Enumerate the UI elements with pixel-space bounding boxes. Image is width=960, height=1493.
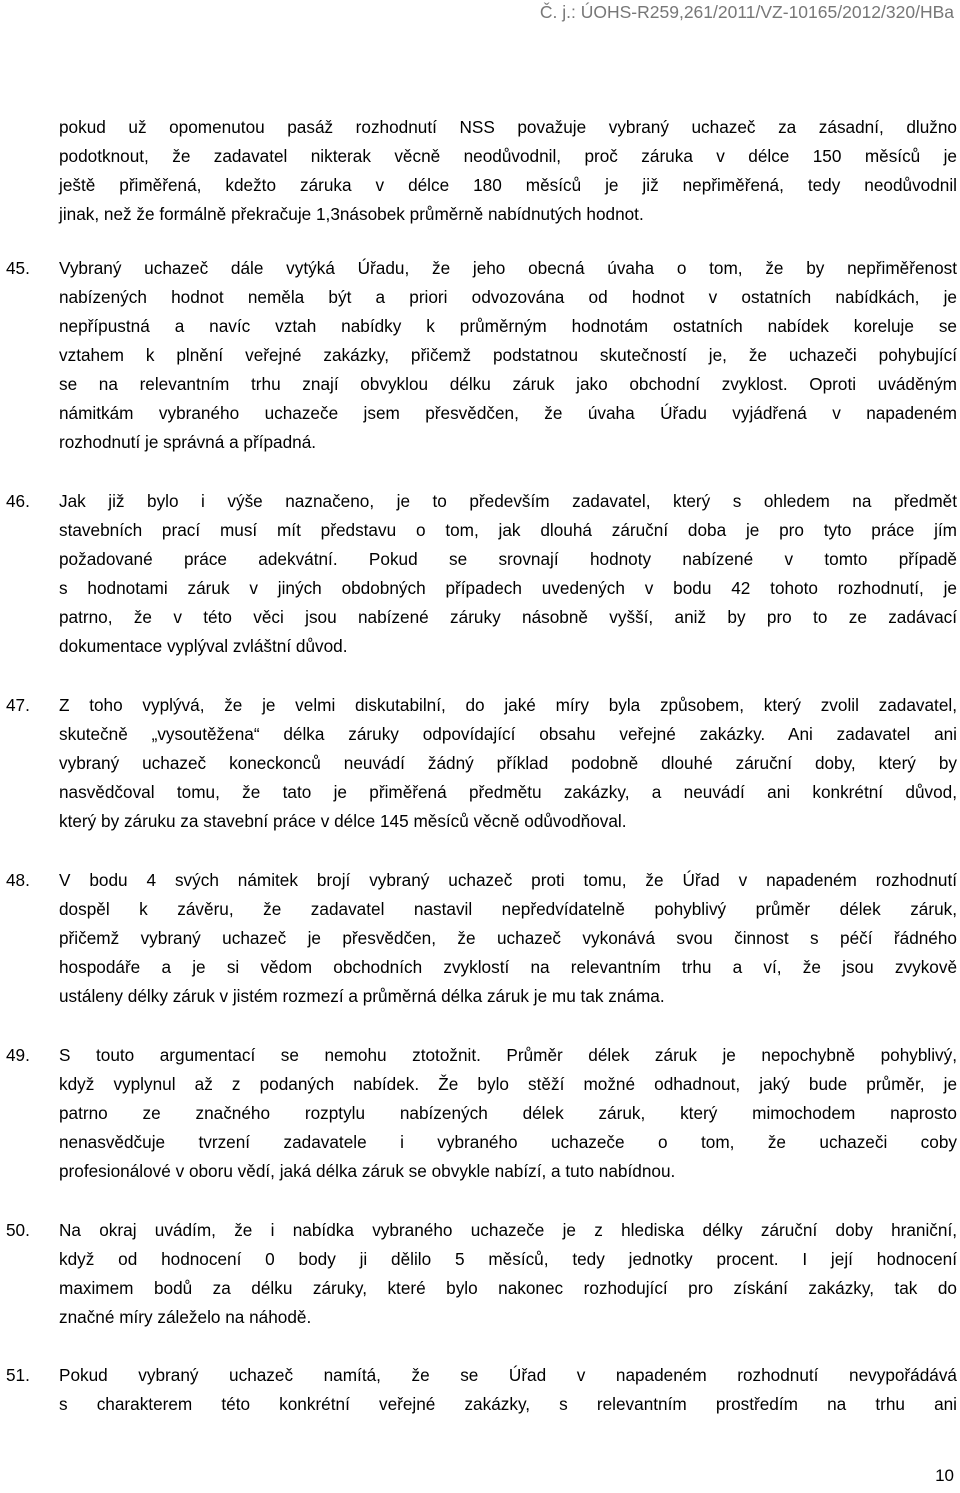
text-line: V bodu 4 svých námitek brojí vybraný uchazeč proti tomu, že Úřad v napadeném rozhodnutí: [59, 870, 957, 890]
text-line: Vybraný uchazeč dále vytýká Úřadu, že jeho obecná úvaha o tom, že by nepřiměřenost: [59, 258, 957, 278]
text-line: který by záruku za stavební práce v délce 145 měsíců věcně odůvodňoval.: [59, 811, 627, 831]
text-line: patrno ze značného rozptylu nabízených délek záruk, který mimochodem naprosto: [59, 1103, 957, 1123]
text-line: nabízených hodnot neměla být a priori odvozována od hodnot v ostatních nabídkách, je: [59, 287, 957, 307]
text-line: vztahem k plnění veřejné zakázky, přičemž podstatnou skutečností je, že uchazeči pohybující: [59, 345, 957, 365]
text-line: požadované práce adekvátní. Pokud se srovnají hodnoty nabízené v tomto případě: [59, 549, 957, 569]
text-line: jinak, než že formálně překračuje 1,3násobek průměrně nabídnutých hodnot.: [59, 204, 644, 224]
text-line: podotknout, že zadavatel nikterak věcně neodůvodnil, proč záruka v délce 150 měsíců je: [59, 146, 957, 166]
paragraph-number: 45.: [6, 258, 30, 278]
text-line: maximem bodů za délku záruky, které bylo nakonec rozhodující pro získání zakázky, tak do: [59, 1278, 957, 1298]
text-line: značné míry záleželo na náhodě.: [59, 1307, 312, 1327]
paragraph-number: 50.: [6, 1220, 30, 1240]
text-line: hospodáře a je si vědom obchodních zvyklostí na relevantním trhu a ví, že jsou zvykově: [59, 957, 957, 977]
text-line: se na relevantním trhu znají obvyklou délku záruk jako obchodní zvyklost. Oproti uváděným: [59, 374, 957, 394]
text-line: nasvědčoval tomu, že tato je přiměřená předmětu zakázky, a neuvádí ani konkrétní důvod,: [59, 782, 957, 802]
text-line: stavebních prací musí mít představu o tom, jak dlouhá záruční doba je pro tyto práce jím: [59, 520, 957, 540]
paragraph-number: 48.: [6, 870, 30, 890]
text-line: profesionálové v oboru vědí, jaká délka záruk se obvykle nabízí, a tuto nabídnou.: [59, 1161, 676, 1181]
text-line: nepřípustná a navíc vztah nabídky k průměrným hodnotám ostatních nabídek koreluje se: [59, 316, 957, 336]
text-line: rozhodnutí je správná a případná.: [59, 432, 317, 452]
document-header: Č. j.: ÚOHS-R259,261/2011/VZ-10165/2012/320/HBa: [539, 2, 954, 22]
text-line: ustáleny délky záruk v jistém rozmezí a průměrná délka záruk je mu tak známa.: [59, 986, 665, 1006]
text-line: nenasvědčuje tvrzení zadavatele i vybraného uchazeče o tom, že uchazeči coby: [59, 1132, 957, 1152]
paragraph-number: 46.: [6, 491, 30, 511]
text-line: ještě přiměřená, kdežto záruka v délce 180 měsíců je již nepřiměřená, tedy neodůvodnil: [59, 175, 957, 195]
text-line: s charakterem této konkrétní veřejné zakázky, s relevantním prostředím na trhu ani: [59, 1394, 957, 1414]
text-line: vybraný uchazeč koneckonců neuvádí žádný příklad podobně dlouhé záruční doby, který by: [59, 753, 957, 773]
page-number: 10: [935, 1466, 954, 1485]
text-line: patrno, že v této věci jsou nabízené záruky násobně vyšší, aniž by pro to ze zadávací: [59, 607, 957, 627]
paragraph-number: 49.: [6, 1045, 30, 1065]
text-line: Pokud vybraný uchazeč namítá, že se Úřad v napadeném rozhodnutí nevypořádává: [59, 1365, 957, 1385]
paragraph-number: 51.: [6, 1365, 30, 1385]
text-line: přičemž vybraný uchazeč je přesvědčen, že uchazeč vykonává svou činnost s péčí řádného: [59, 928, 957, 948]
text-line: dospěl k závěru, že zadavatel nastavil nepředvídatelně pohyblivý průměr délek záruk,: [59, 899, 957, 919]
text-line: Jak již bylo i výše naznačeno, je to především zadavatel, který s ohledem na předmět: [59, 491, 957, 511]
text-line: skutečně „vysoutěžena“ délka záruky odpovídající obsahu veřejné zakázky. Ani zadavatel ani: [59, 724, 957, 744]
text-line: když vyplynul až z podaných nabídek. Že bylo stěží možné odhadnout, jaký bude průměr, je: [59, 1074, 957, 1094]
text-line: S touto argumentací se nemohu ztotožnit. Průměr délek záruk je nepochybně pohyblivý,: [59, 1045, 957, 1065]
text-line: s hodnotami záruk v jiných obdobných případech uvedených v bodu 42 tohoto rozhodnutí, je: [59, 578, 957, 598]
text-line: námitkám vybraného uchazeče jsem přesvědčen, že úvaha Úřadu vyjádřená v napadeném: [59, 403, 957, 423]
text-line: dokumentace vyplýval zvláštní důvod.: [59, 636, 348, 656]
text-line: když od hodnocení 0 body ji dělilo 5 měsíců, tedy jednotky procent. I její hodnocení: [59, 1249, 957, 1269]
text-line: Na okraj uvádím, že i nabídka vybraného uchazeče je z hlediska délky záruční doby hraniční,: [59, 1220, 957, 1240]
paragraph-number: 47.: [6, 695, 30, 715]
text-line: Z toho vyplývá, že je velmi diskutabilní, do jaké míry byla způsobem, který zvolil zadavatel,: [59, 695, 957, 715]
text-line: pokud už opomenutou pasáž rozhodnutí NSS považuje vybraný uchazeč za zásadní, dlužno: [59, 117, 957, 137]
